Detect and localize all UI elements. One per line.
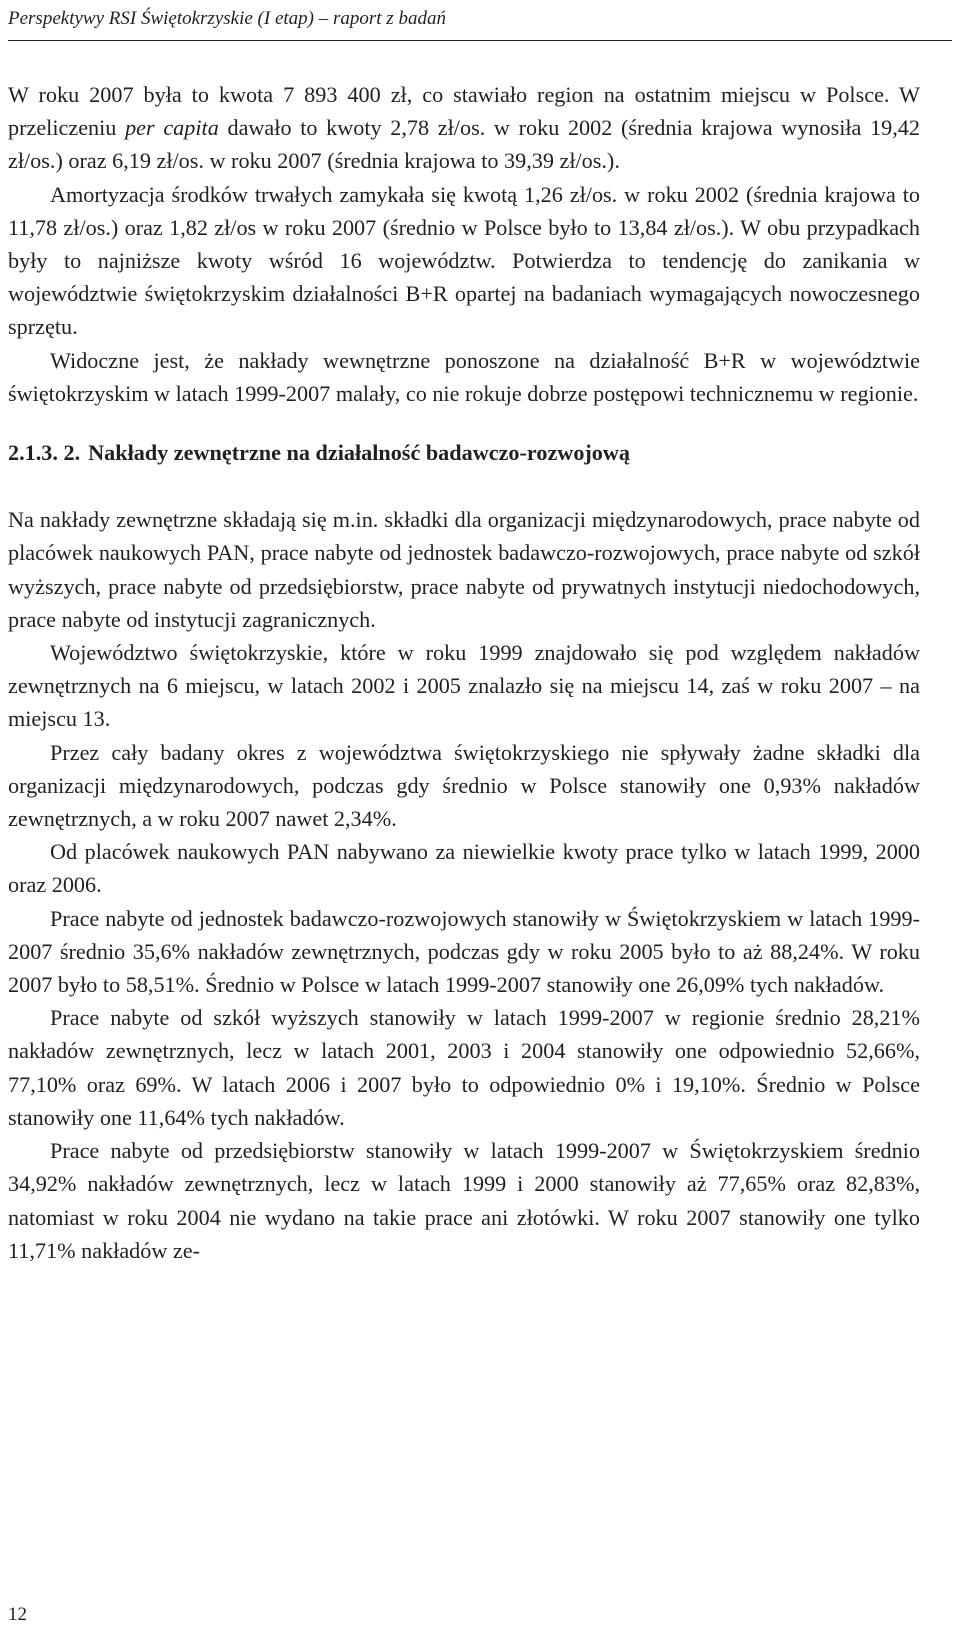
paragraph-international-fees: Przez cały badany okres z województwa świętokrzyskiego nie spływały żadne składki dla organizacji międzynarodowych, podczas gdy średnio w Polsce stanowiły one 0,93% nakładów zewnętrznych, a w roku 2007 nawet 2,34%. — [8, 739, 920, 832]
paragraph-depreciation: Amortyzacja środków trwałych zamykała się kwotą 1,26 zł/os. w roku 2002 (średnia krajowa to 11,78 zł/os.) oraz 1,82 zł/os w roku 2007 (średnio w Polsce było to 13,84 zł/os.). W obu przypadkach były to najniższe kwoty wśród 16 województw. Potwierdza to tendencję do zanikania w województwie świętokrzyskim działalności B+R opartej na badaniach wymagających nowoczesnego sprzętu. — [8, 181, 920, 340]
section-number: 2.1.3. 2. — [8, 440, 81, 466]
page-body — [8, 78, 920, 1267]
running-header: Perspektywy RSI Świętokrzyskie (I etap) – raport z badań — [8, 8, 446, 29]
section-title: Nakłady zewnętrzne na działalność badawczo-rozwojową — [88, 440, 631, 466]
paragraph-text: dawało to kwoty 2,78 zł/os. w roku 2002 (średnia krajowa wynosiła 19,42 zł/os.) oraz 6,19 zł/os. w roku 2007 (średnia krajowa to 39,39 zł/os.). — [8, 115, 920, 174]
paragraph-ranking: Województwo świętokrzyskie, które w roku 1999 znajdowało się pod względem nakładów zewnętrznych na 6 miejscu, w latach 2002 i 2005 znalazło się na miejscu 14, zaś w roku 2007 – na miejscu 13. — [8, 640, 920, 732]
per-capita-term: per capita — [125, 115, 219, 141]
paragraph-internal-spending: Widoczne jest, że nakłady wewnętrzne ponoszone na działalność B+R w województwie świętokrzyskim w latach 1999-2007 malały, co nie rokuje dobrze postępowi technicznemu w regionie. — [8, 347, 920, 406]
paragraph-universities: Prace nabyte od szkół wyższych stanowiły w latach 1999-2007 w regionie średnio 28,21% nakładów zewnętrznych, lecz w latach 2001, 2003 i 2004 stanowiły one odpowiednio 52,66%, 77,10% oraz 69%. W latach 2006 i 2007 było to odpowiednio 0% i 19,10%. Średnio w Polsce stanowiły one 11,64% tych nakładów. — [8, 1005, 920, 1130]
paragraph-funding-2007 — [8, 78, 920, 178]
paragraph-text: W roku 2007 była to kwota 7 893 400 zł, co stawiało region na ostatnim miejscu w Polsce. W przeliczeniu — [8, 82, 920, 141]
paragraph-external-components: Na nakłady zewnętrzne składają się m.in. składki dla organizacji międzynarodowych, prace nabyte od placówek naukowych PAN, prace nabyte od jednostek badawczo-rozwojowych, prace nabyte od szkół wyższych, prace nabyte od przedsiębiorstw, prace nabyte od prywatnych instytucji niedochodowych, prace nabyte od instytucji zagranicznych. — [8, 507, 920, 632]
paragraph-enterprises: Prace nabyte od przedsiębiorstw stanowiły w latach 1999-2007 w Świętokrzyskiem średnio 34,92% nakładów zewnętrznych, lecz w latach 1999 i 2000 stanowiły aż 77,65% oraz 82,83%, natomiast w roku 2004 nie wydano na takie prace ani złotówki. W roku 2007 stanowiły one tylko 11,71% nakładów ze- — [8, 1138, 920, 1263]
section-heading — [8, 436, 920, 469]
paragraph-jbr: Prace nabyte od jednostek badawczo-rozwojowych stanowiły w Świętokrzyskiem w latach 1999-2007 średnio 35,6% nakładów zewnętrznych, podczas gdy w roku 2005 było to aż 88,24%. W roku 2007 było to 58,51%. Średnio w Polsce w latach 1999-2007 stanowiły one 26,09% tych nakładów. — [8, 905, 920, 998]
header-divider — [8, 40, 952, 41]
paragraph-pan: Od placówek naukowych PAN nabywano za niewielkie kwoty prace tylko w latach 1999, 2000 oraz 2006. — [8, 839, 920, 898]
page-number: 12 — [8, 1604, 27, 1625]
